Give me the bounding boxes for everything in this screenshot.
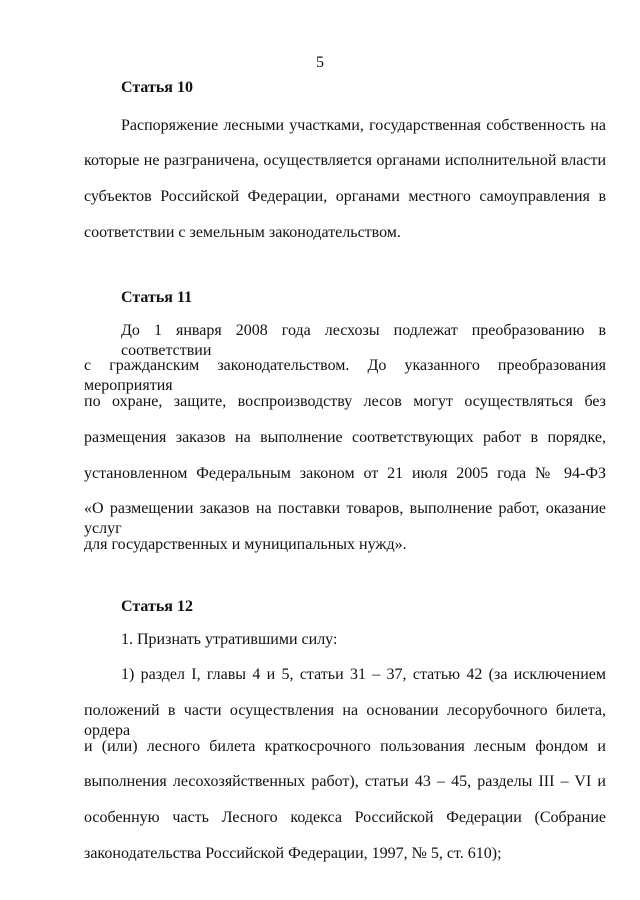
- article-11-line-7: для государственных и муниципальных нужд».: [84, 536, 407, 553]
- article-10-line-3: субъектов Российской Федерации, органами местного самоуправления в: [84, 188, 606, 205]
- article-12-line-1: 1. Признать утратившими силу:: [121, 631, 338, 648]
- page-number: 5: [316, 54, 324, 71]
- article-12-heading: Статья 12: [121, 598, 193, 615]
- article-12-line-4: и (или) лесного билета краткосрочного пользования лесным фондом и: [84, 738, 606, 755]
- article-11-line-3: по охране, защите, воспроизводству лесов могут осуществляться без: [84, 393, 606, 410]
- article-11-heading: Статья 11: [121, 289, 193, 306]
- article-12-line-6: особенную часть Лесного кодекса Российской Федерации (Собрание: [84, 809, 606, 826]
- article-12-line-5: выполнения лесохозяйственных работ), статьи 43 – 45, разделы III – VI и: [84, 773, 606, 790]
- article-10-line-2: которые не разграничена, осуществляется органами исполнительной власти: [84, 152, 606, 169]
- article-11-line-5: установленном Федеральным законом от 21 июля 2005 года № 94-ФЗ: [84, 465, 606, 482]
- article-12-line-2: 1) раздел I, главы 4 и 5, статьи 31 – 37, статью 42 (за исключением: [121, 666, 606, 683]
- article-10-line-4: соответствии с земельным законодательством.: [84, 224, 401, 241]
- article-11-line-6: «О размещении заказов на поставки товаров, выполнение работ, оказание услуг: [84, 500, 606, 537]
- article-10-heading: Статья 10: [121, 79, 193, 96]
- article-11-line-4: размещения заказов на выполнение соответствующих работ в порядке,: [84, 429, 606, 446]
- article-11-line-1: До 1 января 2008 года лесхозы подлежат преобразованию в соответствии: [121, 322, 606, 359]
- article-12-line-3: положений в части осуществления на основании лесорубочного билета, ордера: [84, 702, 606, 739]
- article-11-line-2: с гражданским законодательством. До указанного преобразования мероприятия: [84, 357, 606, 394]
- article-10-line-1: Распоряжение лесными участками, государственная собственность на: [121, 117, 606, 134]
- article-12-line-7: законодательства Российской Федерации, 1997, № 5, ст. 610);: [84, 845, 502, 862]
